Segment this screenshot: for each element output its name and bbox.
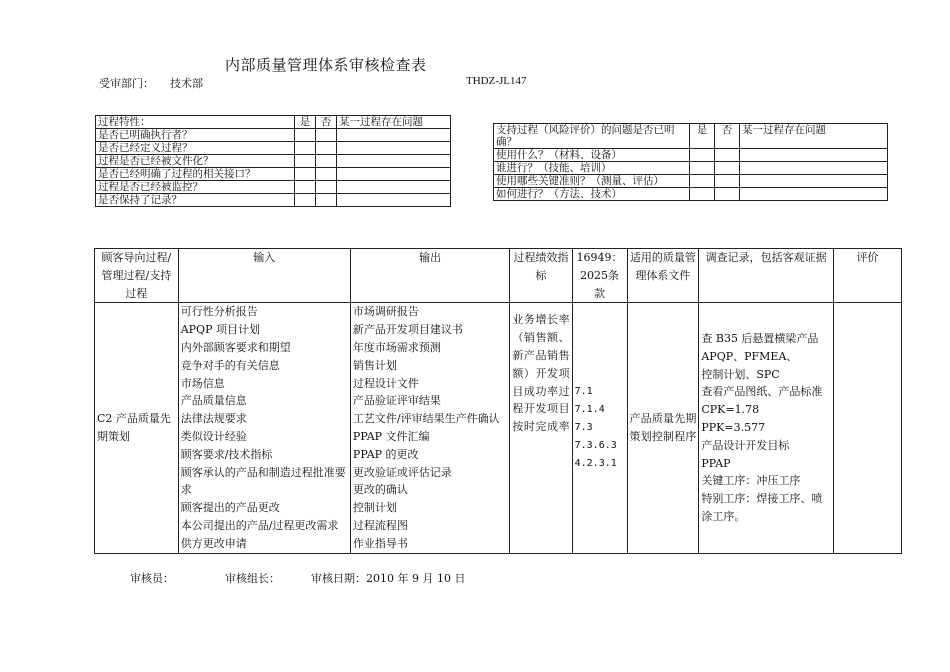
list-item: 7.3 [574,422,593,434]
question-cell: 过程是否已经被文件化？ [96,155,295,168]
list-item: 顾客承认的产品和制造过程批准要求 [180,465,346,497]
list-item: 查看产品图纸、产品标准 [701,385,823,399]
no-cell[interactable] [316,155,337,168]
problem-cell[interactable] [337,181,451,194]
list-item: 查 B35 后悬置横梁产品 APQP、PFMEA、 [701,332,819,363]
list-item: PPAP 文件汇编 [352,429,430,443]
no-cell[interactable] [316,194,337,207]
qms-docs-cell: 产品质量先期策划控制程序 [627,303,699,553]
question-cell: 过程是否已经被监控？ [96,181,295,194]
list-item: 过程流程图 [352,518,408,532]
problem-cell[interactable] [337,168,451,181]
list-item: CPK=1.78 [701,403,760,417]
column-header-input: 输入 [178,249,350,303]
question-cell: 是否已经定义过程？ [96,142,295,155]
table-row [96,155,451,168]
column-header-yes: 是 [690,124,715,149]
column-header-yes: 是 [295,116,316,129]
list-item: 产品验证评审结果 [352,394,441,408]
dept-value: 技术部 [170,77,203,90]
table-header-row [494,124,888,149]
column-header-clause: 16949：2025条款 [572,249,627,303]
problem-cell[interactable] [740,149,888,162]
output-list [350,303,509,553]
question-cell: 如何进行？（方法、技术） [494,188,690,201]
yes-cell[interactable] [690,149,715,162]
problem-cell[interactable] [740,162,888,175]
audit-main-table [94,248,902,554]
doc-code: THDZ-JL147 [466,75,527,87]
page-title: 内部质量管理体系审核检查表 [225,56,427,74]
process-name-cell: C2 产品质量先期策划 [95,303,179,553]
question-cell: 谁进行？（技能、培训） [494,162,690,175]
table-row [96,194,451,207]
audit-leader-label: 审核组长： [225,572,280,585]
auditor-label: 审核员： [130,572,174,585]
list-item: 4.2.3.1 [574,457,617,469]
question-cell: 是否保持了记录？ [96,194,295,207]
no-cell[interactable] [316,181,337,194]
clause-list [572,303,627,553]
column-header-problem: 某一过程存在问题 [337,116,451,129]
yes-cell[interactable] [295,129,316,142]
list-item: 市场调研报告 [352,305,419,319]
question-cell: 使用什么？（材料、设备） [494,149,690,162]
problem-cell[interactable] [740,188,888,201]
column-header-evaluation: 评价 [834,249,902,303]
yes-cell[interactable] [295,194,316,207]
column-header-output: 输出 [350,249,509,303]
yes-cell[interactable] [295,142,316,155]
column-header-support-process: 支持过程（风险评价）的问题是否已明确？ [494,124,690,149]
list-item: 顾客提出的产品更改 [180,501,280,515]
yes-cell[interactable] [295,181,316,194]
list-item: PPAP [701,456,731,470]
problem-cell[interactable] [740,175,888,188]
column-header-qms-docs: 适用的质量管理体系文件 [627,249,699,303]
list-item: 控制计划、SPC [701,367,780,381]
list-item: 产品设计开发目标 [701,438,790,452]
table-row [494,162,888,175]
list-item: 可行性分析报告 [180,305,258,319]
yes-cell[interactable] [690,188,715,201]
no-cell[interactable] [715,188,740,201]
no-cell[interactable] [316,142,337,155]
audit-date: 审核日期：2010 年 9 月 10 日 [311,572,466,585]
list-item: APQP 项目计划 [180,323,260,337]
table-row [494,188,888,201]
table-row [96,168,451,181]
no-cell[interactable] [715,162,740,175]
table-row [96,129,451,142]
list-item: 法律法规要求 [180,412,247,426]
list-item: 工艺文件/评审结果生产件确认 [352,412,500,426]
list-item: 类似设计经验 [180,429,247,443]
list-item: 更改的确认 [352,483,408,497]
list-item: 7.1 [574,386,593,398]
evaluation-cell[interactable] [834,303,902,553]
list-item: 本公司提出的产品/过程更改需求 [180,518,339,532]
list-item: 顾客要求/技术指标 [180,447,273,461]
list-item: 新产品开发项目建议书 [352,323,463,337]
list-item: 更改验证或评估记录 [352,465,452,479]
column-header-no: 否 [715,124,740,149]
yes-cell[interactable] [295,168,316,181]
column-header-process-type: 顾客导向过程/管理过程/支持过程 [95,249,179,303]
dept-label: 受审部门： [99,77,154,90]
table-row [96,142,451,155]
no-cell[interactable] [316,168,337,181]
column-header-process-characteristics: 过程特性： [96,116,295,129]
table-row [494,149,888,162]
table-row [96,181,451,194]
table-row [95,303,902,553]
question-cell: 是否已明确执行者？ [96,129,295,142]
yes-cell[interactable] [690,162,715,175]
problem-cell[interactable] [337,194,451,207]
problem-cell[interactable] [337,142,451,155]
column-header-problem: 某一过程存在问题 [740,124,888,149]
list-item: 特别工序：焊接工序、喷涂工序。 [701,492,823,524]
list-item: 7.1.4 [574,404,605,416]
process-characteristics-table [95,115,451,207]
kpi-cell: 业务增长率（销售额、新产品销售额）开发项目成功率过程开发项目按时完成率 [510,303,572,553]
yes-cell[interactable] [690,175,715,188]
records-list [699,303,834,553]
column-header-no: 否 [316,116,337,129]
question-cell: 是否已经明确了过程的相关接口？ [96,168,295,181]
table-header-row [95,249,902,303]
list-item: 竞争对手的有关信息 [180,358,280,372]
problem-cell[interactable] [337,129,451,142]
list-item: 内外部顾客要求和期望 [180,340,291,354]
no-cell[interactable] [316,129,337,142]
column-header-kpi: 过程绩效指标 [510,249,572,303]
list-item: 产品质量信息 [180,394,247,408]
list-item: 过程设计文件 [352,376,419,390]
list-item: 销售计划 [352,358,397,372]
support-process-table [493,123,888,201]
table-row [494,175,888,188]
list-item: 关键工序：冲压工序 [701,474,801,488]
yes-cell[interactable] [295,155,316,168]
no-cell[interactable] [715,149,740,162]
question-cell: 使用哪些关键准则？（测量、评估） [494,175,690,188]
list-item: PPAP 的更改 [352,447,419,461]
input-list [178,303,350,553]
list-item: 市场信息 [180,376,225,390]
column-header-records: 调查记录，包括客观证据 [699,249,834,303]
list-item: PPK=3.577 [701,421,766,435]
no-cell[interactable] [715,175,740,188]
table-header-row [96,116,451,129]
list-item: 控制计划 [352,501,397,515]
list-item: 7.3.6.3 [574,439,617,451]
list-item: 供方更改申请 [180,536,247,550]
list-item: 年度市场需求预测 [352,340,441,354]
problem-cell[interactable] [337,155,451,168]
list-item: 作业指导书 [352,536,408,550]
